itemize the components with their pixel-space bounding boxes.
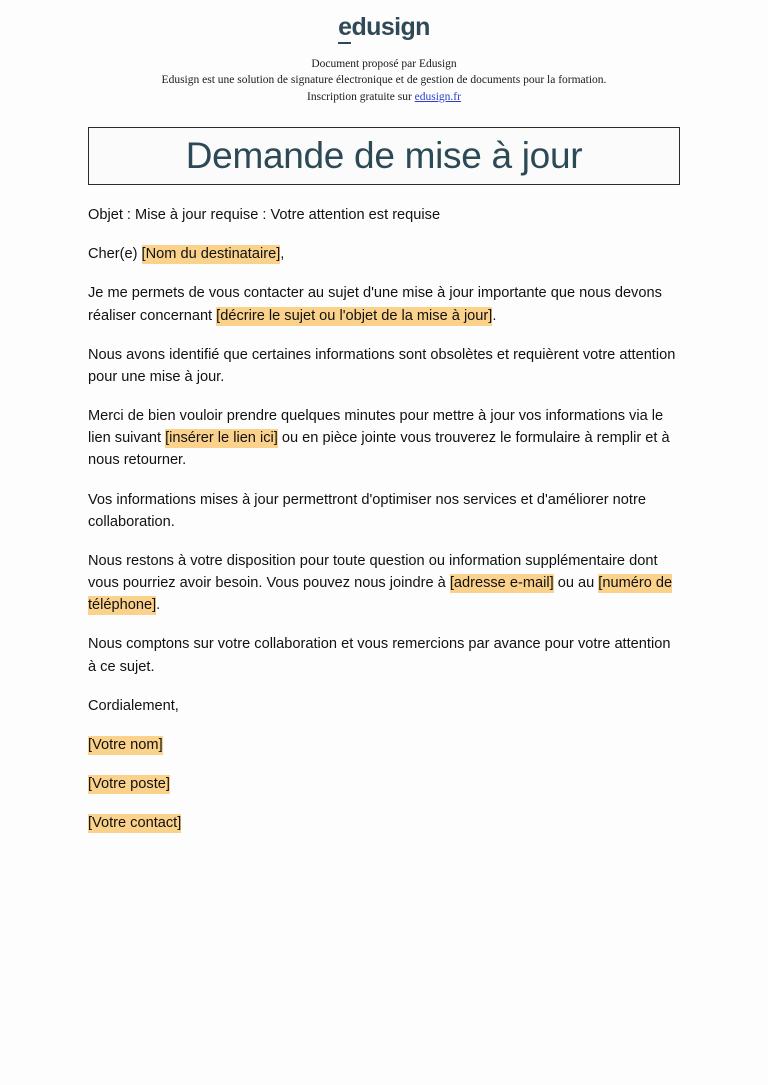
salutation-line	[88, 243, 680, 265]
intro-line-2: Edusign est une solution de signature électronique et de gestion de documents pour la formation.	[161, 74, 607, 87]
paragraph-1-text-b: .	[492, 307, 497, 324]
intro-line-1: Document proposé par Edusign	[311, 58, 457, 70]
edusign-fr-link[interactable]: edusign.fr	[414, 90, 461, 103]
paragraph-5-text-b: ou au	[553, 575, 599, 592]
closing-line: Cordialement,	[88, 697, 179, 714]
placeholder-your-name: [Votre nom]	[88, 736, 163, 753]
edusign-logo	[338, 15, 430, 40]
paragraph-3-text-b: ou en pièce jointe vous trouverez le formulaire à remplir et à nous retourner.	[88, 430, 670, 469]
paragraph-update-link	[88, 405, 680, 472]
paragraph-thanks: Nous comptons sur votre collaboration et vous remercions par avance pour votre attention à ce sujet.	[88, 636, 671, 675]
paragraph-5-text-a: Nous restons à votre disposition pour toute question ou information supplémentaire dont vous pourriez avoir besoin. Vous pouvez nous joindre à	[88, 552, 658, 592]
brand-header	[0, 0, 768, 40]
logo-letter-e: e	[338, 13, 351, 44]
paragraph-3-text-a: Merci de bien vouloir prendre quelques minutes pour mettre à jour vos informations via le lien suivant	[88, 408, 664, 447]
paragraph-intro-request	[88, 282, 680, 326]
intro-block	[0, 56, 768, 105]
signature-name-line	[88, 734, 680, 756]
placeholder-link: [insérer le lien ici]	[165, 430, 278, 447]
intro-line-3-prefix: Inscription gratuite sur	[307, 90, 415, 103]
page-title: Demande de mise à jour	[185, 135, 583, 177]
signature-contact-line	[88, 812, 680, 834]
signature-block	[88, 734, 680, 835]
logo-letters-rest: dusign	[351, 13, 430, 41]
placeholder-phone-number: [numéro de téléphone]	[88, 575, 673, 614]
signature-position-line	[88, 773, 680, 795]
document-title-box	[88, 127, 680, 185]
subject-line: Objet : Mise à jour requise : Votre attention est requise	[88, 206, 441, 223]
paragraph-obsolete-info: Nous avons identifié que certaines informations sont obsolètes et requièrent votre attention pour une mise à jour.	[88, 346, 676, 385]
paragraph-contact	[88, 550, 680, 617]
paragraph-5-text-c: .	[156, 597, 161, 614]
letter-body	[88, 185, 680, 834]
salutation-suffix: ,	[280, 246, 285, 263]
intro-line-3	[0, 89, 768, 105]
salutation-prefix: Cher(e)	[88, 246, 142, 263]
placeholder-your-contact: [Votre contact]	[88, 815, 182, 832]
placeholder-email-address: [adresse e-mail]	[449, 575, 554, 592]
placeholder-subject-description: [décrire le sujet ou l'objet de la mise à jour]	[216, 307, 493, 324]
placeholder-recipient-name: [Nom du destinataire]	[141, 246, 281, 263]
paragraph-1-text-a: Je me permets de vous contacter au sujet d'une mise à jour importante que nous devons réaliser concernant	[88, 285, 662, 324]
paragraph-benefits: Vos informations mises à jour permettront d'optimiser nos services et d'améliorer notre collaboration.	[88, 491, 646, 530]
placeholder-your-position: [Votre poste]	[88, 776, 170, 793]
